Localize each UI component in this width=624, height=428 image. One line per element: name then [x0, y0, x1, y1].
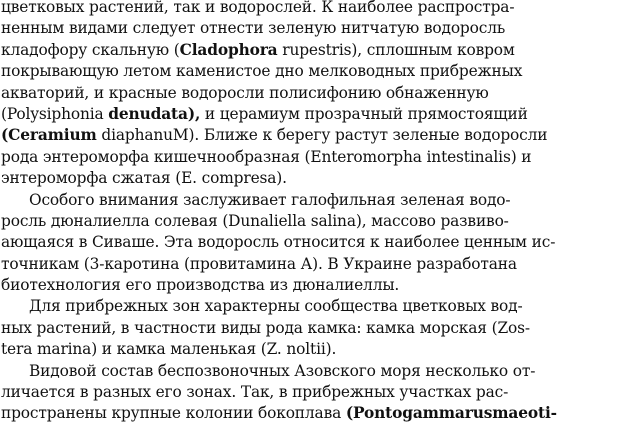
text-run: Особого внимания заслуживает галофильная зеленая водо- — [29, 190, 511, 209]
text-run: цветковых растений, так и водорослей. К наиболее распростра- — [1, 0, 515, 16]
text-run: пространены крупные колонии бокоплава — [1, 404, 346, 423]
text-line — [1, 18, 621, 39]
text-run: биотехнология его производства из дюналиеллы. — [1, 276, 400, 295]
text-line — [1, 168, 621, 189]
text-line — [1, 125, 621, 146]
bold-text-run: denudata), — [108, 104, 201, 123]
text-line — [1, 254, 621, 275]
paragraph-first-line — [1, 190, 621, 211]
text-run: акваторий, и красные водоросли полисифонию обнаженную — [1, 83, 489, 102]
text-line — [1, 147, 621, 168]
text-line — [1, 318, 621, 339]
text-run: ающаяся в Сиваше. Эта водоросль относится к наиболее ценным ис- — [1, 233, 556, 252]
text-line — [1, 0, 621, 18]
text-line — [1, 61, 621, 82]
bold-text-run: Cladophora — [179, 40, 278, 59]
body-text — [1, 0, 621, 425]
text-line — [1, 83, 621, 104]
text-run: и церамиум прозрачный прямостоящий — [200, 104, 528, 123]
text-line — [1, 211, 621, 232]
paragraph-first-line — [1, 361, 621, 382]
text-line — [1, 382, 621, 403]
text-line — [1, 275, 621, 296]
paragraph-first-line — [1, 296, 621, 317]
text-run: точникам (3-каротина (провитамина А). В Украине разработана — [1, 254, 517, 273]
text-run: кладофору скальную ( — [1, 40, 180, 59]
bold-text-run: (Pontogammarusmaeoti- — [345, 404, 557, 423]
text-run: Видовой состав беспозвоночных Азовского моря несколько от- — [29, 361, 536, 380]
text-run: diaphanuM). Ближе к берегу растут зеленые водоросли — [96, 126, 548, 145]
text-line — [1, 40, 621, 61]
text-line — [1, 104, 621, 125]
text-run: ных растений, в частности виды рода камка: камка морская (Zos- — [1, 318, 530, 337]
text-run: tera marina) и камка маленькая (Z. noltii). — [1, 340, 337, 359]
text-line — [1, 403, 621, 424]
text-run: (Polysiphonia — [1, 104, 109, 123]
text-run: rupestris), сплошным ковром — [277, 40, 515, 59]
text-run: ненным видами следует отнести зеленую нитчатую водоросль — [1, 19, 506, 38]
text-run: Для прибрежных зон характерны сообщества цветковых вод- — [29, 297, 523, 316]
text-run: росль дюналиелла солевая (Dunaliella salina), массово развиво- — [1, 211, 509, 230]
text-run: рода энтероморфа кишечнообразная (Enteromorpha intestinalis) и — [1, 147, 532, 166]
text-run: энтероморфа сжатая (E. compresa). — [1, 169, 287, 188]
text-line — [1, 339, 621, 360]
text-line — [1, 232, 621, 253]
text-run: покрывающую летом каменистое дно мелководных прибрежных — [1, 62, 523, 81]
bold-text-run: (Ceramium — [1, 126, 97, 145]
text-run: личается в разных его зонах. Так, в прибрежных участках рас- — [1, 383, 509, 402]
